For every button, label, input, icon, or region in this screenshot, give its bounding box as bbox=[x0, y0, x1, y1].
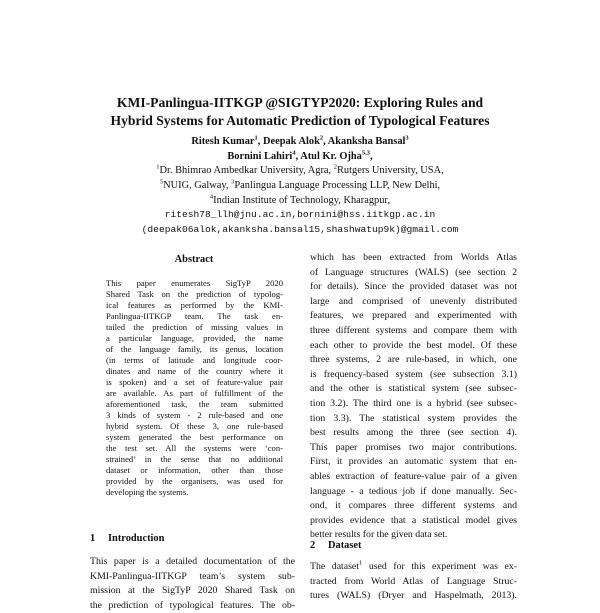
body-line: which has been extracted from Worlds Atlas bbox=[310, 252, 517, 263]
body-line: tracted from World Atlas of Language Struc- bbox=[310, 575, 517, 587]
body-line: large and comprised of unevenly distributed bbox=[310, 295, 517, 307]
author-name: Ritesh Kumar bbox=[191, 136, 255, 147]
body-line: This paper promises two major contributions. bbox=[310, 441, 517, 453]
abstract-line: provided by the organisers, was used for bbox=[106, 476, 283, 486]
abstract-line: dataset or information, other than those bbox=[106, 465, 283, 475]
body-text: The dataset bbox=[310, 561, 359, 572]
abstract-line: (in terms of latitude and longitude coor- bbox=[106, 355, 283, 365]
title-line: KMI-Panlingua-IITKGP @SIGTYP2020: Exploring Rules and bbox=[116, 95, 484, 110]
introduction-continued bbox=[310, 251, 517, 543]
affil-marker: 2 bbox=[333, 163, 337, 171]
abstract-line: strained’ in the sense that no additional bbox=[106, 454, 283, 464]
abstract-line: ical features as performed by the KMI- bbox=[106, 300, 283, 310]
author-name: , Atul Kr. Ojha bbox=[295, 151, 362, 162]
body-line: mission at the SigTyP 2020 Shared Task on bbox=[90, 585, 295, 597]
affil-marker: 3 bbox=[231, 178, 235, 186]
affiliation-text: Dr. Bhimrao Ambedkar University, Agra, bbox=[159, 165, 334, 176]
body-line: tion 3.2). The third one is a hybrid (see subsec- bbox=[310, 397, 517, 409]
affiliations bbox=[0, 163, 600, 208]
affiliation-line bbox=[0, 163, 600, 178]
author-emails bbox=[0, 207, 600, 237]
abstract-line: is spoken) and a set of feature-value pair bbox=[106, 377, 283, 387]
author-affil-marker: 3 bbox=[405, 134, 409, 142]
author-affil-marker: 2 bbox=[319, 134, 324, 142]
body-line: three systems, 2 are rule-based, in which, one bbox=[310, 354, 517, 366]
body-line: tures (WALS) (Dryer and Haspelmath, 2013). bbox=[310, 590, 517, 602]
affiliation-text: Panlingua Language Processing LLP, New Delhi, bbox=[234, 180, 441, 191]
author-punct: , bbox=[370, 151, 373, 162]
affil-marker: 4 bbox=[209, 193, 214, 201]
abstract-body bbox=[106, 278, 283, 498]
abstract-line: system generated the best performance on bbox=[106, 432, 283, 442]
abstract-line: Panlingua-IITKGP team. The task en- bbox=[106, 311, 283, 321]
body-line: ables extraction of feature-value pair of a given bbox=[310, 470, 517, 482]
abstract-line: This paper enumerates SigTyP 2020 bbox=[106, 278, 283, 288]
author-affil-marker: 1 bbox=[254, 134, 258, 142]
body-line: three different systems and compare them with bbox=[310, 324, 517, 336]
email-line: (deepak06alok,akanksha.bansal15,shashwatup9k)@gmail.com bbox=[141, 224, 459, 235]
introduction-body bbox=[90, 555, 295, 613]
section-number: 1 bbox=[90, 533, 96, 544]
affiliation-text: Indian Institute of Technology, Kharagpur, bbox=[213, 195, 391, 206]
author-list bbox=[0, 134, 600, 164]
abstract-line: of the language family, its genus, location bbox=[106, 344, 283, 354]
paper-title bbox=[0, 94, 600, 130]
email-line: ritesh78_llh@jnu.ac.in,bornini@hss.iitkgp.ac.in bbox=[164, 209, 436, 220]
abstract-line: developing the systems. bbox=[106, 487, 189, 497]
affiliation-text: Rutgers University, USA, bbox=[337, 165, 444, 176]
body-line: better results for the given data set. bbox=[310, 529, 448, 541]
author-line bbox=[0, 134, 600, 149]
abstract-line: the test set. All the systems were ‘con- bbox=[106, 443, 283, 453]
body-line: tion 3.3). The statistical system provides the bbox=[310, 412, 517, 424]
affiliation-line bbox=[0, 178, 600, 193]
body-line: This paper is a detailed documentation of the bbox=[90, 556, 295, 567]
affil-marker: 1 bbox=[156, 163, 160, 171]
abstract-line: are available. As part of fulfillment of the bbox=[106, 388, 283, 398]
affiliation-text: NUIG, Galway, bbox=[163, 180, 232, 191]
body-line: language - a tedious job if done manually. Sec- bbox=[310, 485, 517, 497]
body-line: for details). Since the provided dataset was not bbox=[310, 281, 517, 293]
author-name: , Akanksha Bansal bbox=[323, 136, 406, 147]
abstract-line: 3 kinds of system - 2 rule-based and one bbox=[106, 410, 283, 420]
body-line: First, it provides an automatic system that en- bbox=[310, 456, 517, 468]
author-line bbox=[0, 149, 600, 164]
body-line: features, we prepared and experimented with bbox=[310, 310, 517, 322]
abstract-line: Shared Task on the prediction of typolog- bbox=[106, 289, 283, 299]
abstract-line: hybrid system. Of these 3, one rule-based bbox=[106, 421, 283, 431]
abstract-line: aforementioned task, the team submitted bbox=[106, 399, 283, 409]
section-heading-dataset bbox=[310, 539, 361, 553]
author-name: , Deepak Alok bbox=[257, 136, 320, 147]
section-title: Introduction bbox=[108, 533, 165, 544]
body-line: the prediction of typological features. The ob- bbox=[90, 599, 295, 611]
body-line: KMI-Panlingua-IITKGP team’s system sub- bbox=[90, 570, 295, 582]
affiliation-line bbox=[0, 193, 600, 208]
body-line bbox=[310, 560, 517, 575]
title-line: Hybrid Systems for Automatic Prediction of Typological Features bbox=[110, 113, 490, 128]
abstract-line: a particular language, provided, the name bbox=[106, 333, 283, 343]
section-title: Dataset bbox=[328, 540, 362, 551]
body-line: ond, it compares three different systems and bbox=[310, 500, 517, 512]
body-text: used for this experiment was ex- bbox=[362, 561, 517, 572]
body-line: of Language structures (WALS) (see section 2 bbox=[310, 266, 517, 278]
body-line: best results among the three (see section 4). bbox=[310, 427, 517, 439]
author-affil-marker: 4 bbox=[292, 149, 296, 157]
dataset-body bbox=[310, 560, 517, 604]
body-line: is frequency-based system (see subsection 3.1) bbox=[310, 368, 517, 380]
body-line: provides evidence that a statistical model gives bbox=[310, 514, 517, 526]
section-heading-introduction bbox=[90, 532, 164, 546]
author-affil-marker: 5,3 bbox=[361, 149, 371, 157]
abstract-line: tailed the prediction of missing values in bbox=[106, 322, 283, 332]
abstract-line: dinates and name of the country where it bbox=[106, 366, 283, 376]
body-line: and the other is statistical system (see subsec- bbox=[310, 383, 517, 395]
section-number: 2 bbox=[310, 540, 316, 551]
author-name: Bornini Lahiri bbox=[227, 151, 293, 162]
body-line: each other to provide the best model. Of these bbox=[310, 339, 517, 351]
abstract-heading: Abstract bbox=[174, 254, 214, 265]
affil-marker: 5 bbox=[159, 178, 164, 186]
footnote-marker[interactable]: 1 bbox=[359, 559, 363, 567]
